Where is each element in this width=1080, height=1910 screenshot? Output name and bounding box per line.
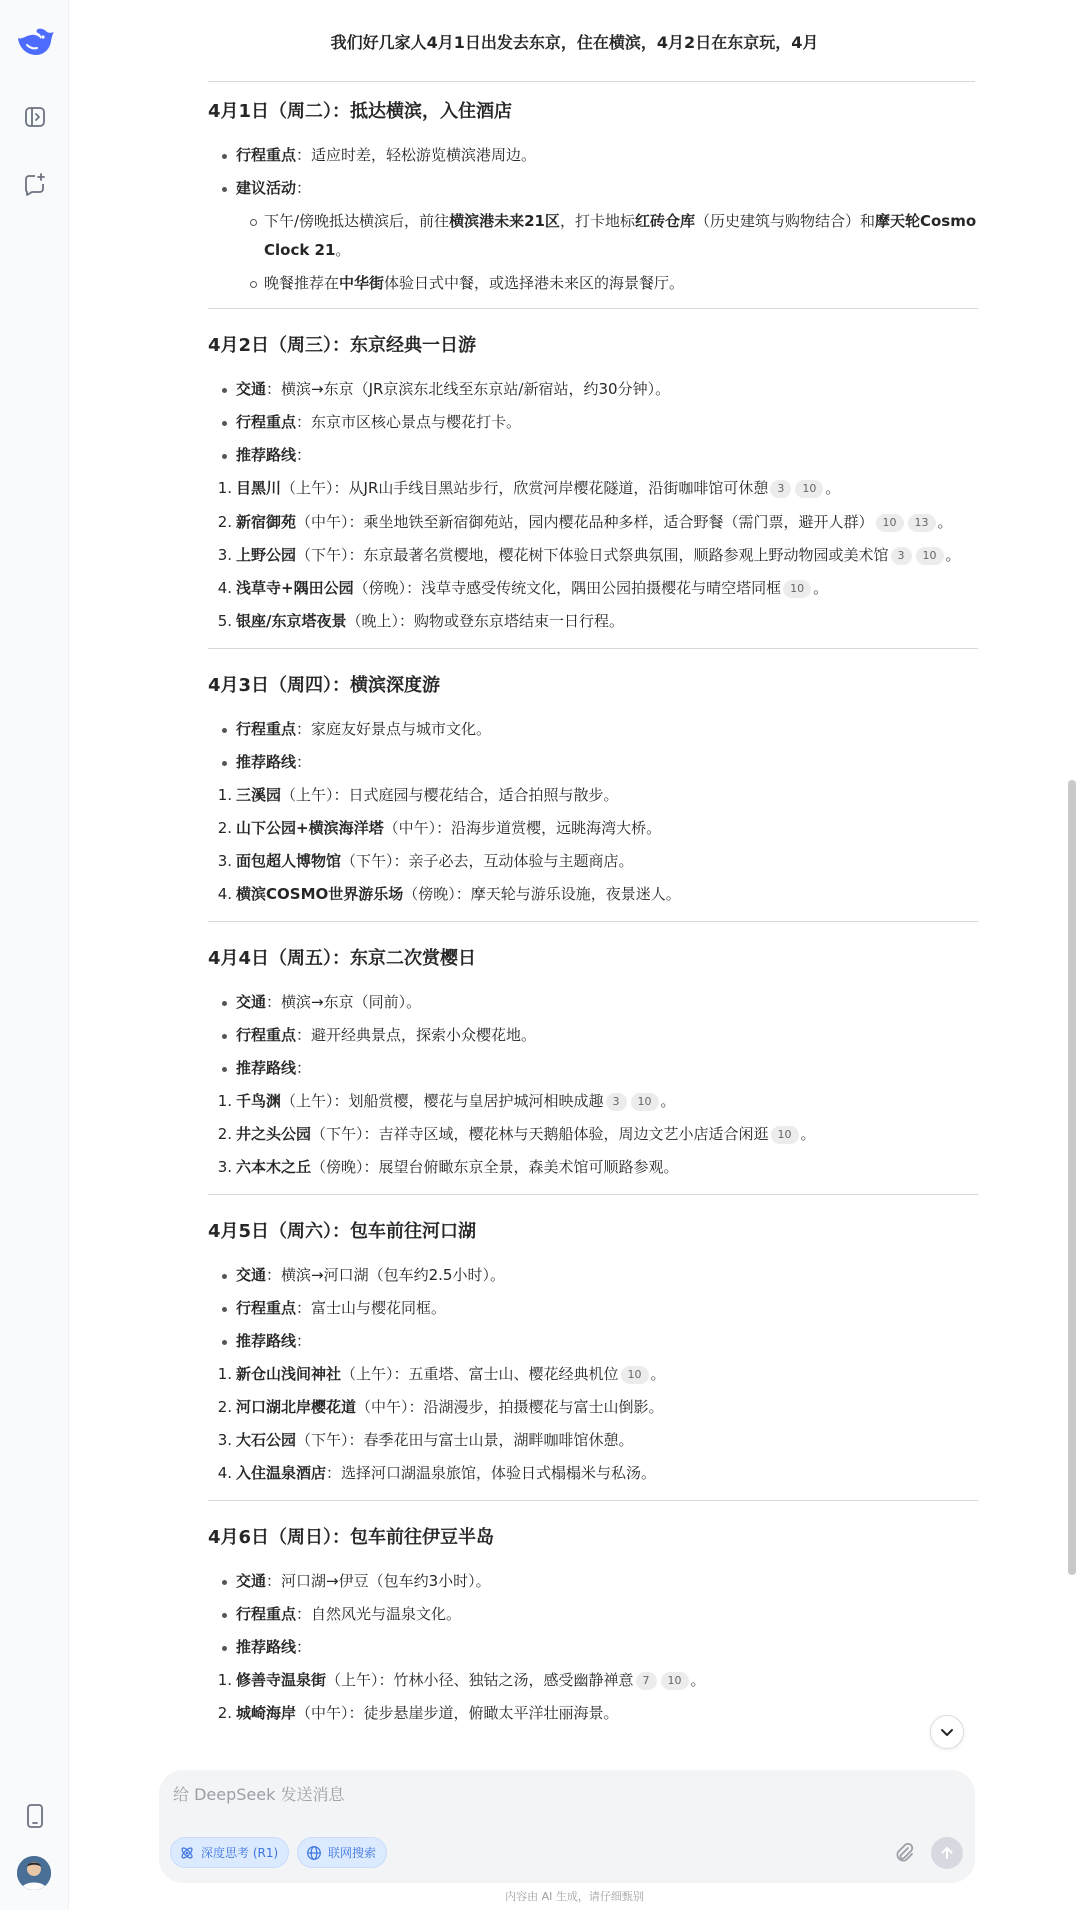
bullet-list — [208, 986, 978, 1085]
route-item — [208, 878, 978, 911]
item-number: 3. — [217, 1431, 232, 1449]
citation-badge[interactable]: 7 — [636, 1672, 657, 1690]
item-label: 交通 — [236, 993, 267, 1011]
item-number: 1. — [217, 1365, 232, 1383]
list-item — [208, 986, 978, 1019]
citation-badge[interactable]: 13 — [908, 514, 936, 532]
divider — [208, 81, 975, 82]
citation-badge[interactable]: 3 — [770, 480, 791, 498]
place-name: 银座/东京塔夜景 — [236, 612, 347, 630]
atom-icon — [179, 1845, 195, 1861]
item-number: 2. — [217, 819, 232, 837]
list-item — [208, 139, 978, 172]
item-label: 建议活动 — [236, 179, 297, 197]
message-composer — [159, 1770, 975, 1883]
item-text: ： — [296, 446, 312, 464]
day-heading: 4月1日（周二）：抵达横滨，入住酒店 — [208, 101, 513, 122]
route-list — [208, 779, 978, 911]
place-name: 目黑川 — [236, 479, 282, 497]
divider — [208, 308, 978, 309]
item-text: ：选择河口湖温泉旅馆，体验日式榻榻米与私汤。 — [326, 1464, 657, 1482]
place-name: 千鸟渊 — [236, 1092, 282, 1110]
list-item — [208, 713, 978, 746]
item-text: （中午）：沿湖漫步，拍摄樱花与富士山倒影。 — [356, 1398, 664, 1416]
text: 。 — [945, 546, 961, 564]
day-heading: 4月4日（周五）：东京二次赏樱日 — [208, 948, 477, 969]
deepseek-logo-icon[interactable] — [15, 24, 55, 58]
item-number: 5. — [217, 612, 232, 630]
citation-badge[interactable]: 10 — [771, 1126, 799, 1144]
list-item — [208, 439, 978, 472]
web-search-toggle[interactable] — [297, 1837, 387, 1868]
place-name: 三溪园 — [236, 786, 282, 804]
item-text: ： — [296, 1638, 312, 1656]
item-label: 行程重点 — [236, 1605, 297, 1623]
list-item — [208, 1565, 978, 1598]
item-number: 2. — [217, 513, 232, 531]
route-item — [208, 539, 978, 572]
item-number: 4. — [217, 579, 232, 597]
citation-badge[interactable]: 10 — [631, 1093, 659, 1111]
item-number: 4. — [217, 885, 232, 903]
place-name: 中华街 — [339, 274, 385, 292]
route-item — [208, 1358, 978, 1391]
divider — [208, 921, 978, 922]
globe-icon — [306, 1845, 322, 1861]
place-name: 河口湖北岸樱花道 — [236, 1398, 357, 1416]
item-text: ：横滨→东京（同前）。 — [266, 993, 422, 1011]
item-label: 推荐路线 — [236, 753, 297, 771]
route-item — [208, 812, 978, 845]
list-item — [208, 1019, 978, 1052]
item-number: 2. — [217, 1704, 232, 1722]
item-text: ： — [296, 1059, 312, 1077]
list-item — [208, 1259, 978, 1292]
item-text: （下午）：东京最著名赏樱地，樱花树下体验日式祭典氛围，顺路参观上野动物园或美术馆 — [296, 546, 889, 564]
list-item — [208, 1598, 978, 1631]
item-label: 行程重点 — [236, 1026, 297, 1044]
route-item — [208, 505, 978, 539]
list-item — [208, 373, 978, 406]
chevron-down-icon — [939, 1724, 955, 1740]
route-item — [208, 1118, 978, 1151]
item-label: 交通 — [236, 1572, 267, 1590]
ai-disclaimer: 内容由 AI 生成，请仔细甄别 — [505, 1890, 644, 1903]
route-list — [208, 1664, 978, 1730]
list-item — [208, 746, 978, 779]
citation-badge[interactable]: 10 — [916, 547, 944, 565]
text: （历史建筑与购物结合）和 — [694, 212, 875, 230]
assistant-message — [208, 95, 978, 1775]
item-text: （中午）：沿海步道赏樱，远眺海湾大桥。 — [383, 819, 662, 837]
list-item — [208, 1325, 978, 1358]
place-name: 山下公园+横滨海洋塔 — [236, 819, 384, 837]
place-name: 六本木之丘 — [236, 1158, 312, 1176]
item-text: （上午）：划船赏樱，樱花与皇居护城河相映成趣 — [281, 1092, 604, 1110]
item-text: （下午）：吉祥寺区域，樱花林与天鹅船体验，周边文艺小店适合闲逛 — [311, 1125, 769, 1143]
place-name: 浅草寺+隅田公园 — [236, 579, 354, 597]
list-item — [208, 172, 978, 298]
item-text: ：河口湖→伊豆（包车约3小时）。 — [266, 1572, 491, 1590]
text: 。 — [335, 241, 351, 259]
day-section — [208, 942, 978, 1195]
item-number: 1. — [217, 1092, 232, 1110]
route-item — [208, 605, 978, 638]
item-text: ：避开经典景点，探索小众樱花地。 — [296, 1026, 537, 1044]
item-text: （下午）：春季花田与富士山景，湖畔咖啡馆休憩。 — [296, 1431, 634, 1449]
bullet-list — [208, 373, 978, 472]
bullet-list — [208, 139, 978, 298]
content-fade — [69, 1740, 1080, 1770]
scrollbar[interactable] — [1068, 780, 1076, 1575]
item-text: ： — [296, 753, 312, 771]
item-number: 4. — [217, 1464, 232, 1482]
message-input[interactable] — [173, 1780, 773, 1808]
route-item — [208, 1085, 978, 1118]
item-text: ：家庭友好景点与城市文化。 — [296, 720, 492, 738]
scroll-to-bottom-button[interactable] — [930, 1715, 964, 1749]
place-name: 井之头公园 — [236, 1125, 312, 1143]
text: 。 — [825, 479, 841, 497]
citation-badge[interactable]: 3 — [891, 547, 912, 565]
paperclip-icon — [893, 1841, 915, 1865]
web-search-label: 联网搜索 — [328, 1846, 377, 1860]
text: 体验日式中餐，或选择港未来区的海景餐厅。 — [384, 274, 685, 292]
attach-button[interactable] — [891, 1840, 917, 1866]
item-text: ：适应时差，轻松游览横滨港周边。 — [296, 146, 537, 164]
place-name: 入住温泉酒店 — [236, 1464, 327, 1482]
item-label: 行程重点 — [236, 146, 297, 164]
item-number: 2. — [217, 1398, 232, 1416]
place-name: 修善寺温泉街 — [236, 1671, 327, 1689]
text: 。 — [650, 1365, 666, 1383]
divider — [208, 648, 978, 649]
item-number: 3. — [217, 852, 232, 870]
citation-badge[interactable]: 10 — [795, 480, 823, 498]
place-name: 摩天轮Cosmo Clock 21 — [264, 212, 977, 259]
citation-badge[interactable]: 10 — [621, 1366, 649, 1384]
item-text: （中午）：乘坐地铁至新宿御苑站，园内樱花品种多样，适合野餐（需门票，避开人群） — [296, 513, 874, 531]
route-item — [208, 572, 978, 605]
bullet-list — [208, 1565, 978, 1664]
send-button[interactable] — [931, 1837, 963, 1869]
place-name: 大石公园 — [236, 1431, 297, 1449]
item-text: ： — [296, 1332, 312, 1350]
item-number: 3. — [217, 546, 232, 564]
route-item — [208, 1151, 978, 1184]
day-heading: 4月2日（周三）：东京经典一日游 — [208, 335, 477, 356]
place-name: 上野公园 — [236, 546, 297, 564]
day-section — [208, 329, 978, 649]
list-item — [236, 207, 978, 265]
text: 。 — [690, 1671, 706, 1689]
place-name: 横滨港未来21区 — [449, 212, 560, 230]
item-text: （上午）：日式庭园与樱花结合，适合拍照与散步。 — [281, 786, 619, 804]
bullet-list — [208, 713, 978, 779]
item-text: ： — [296, 179, 312, 197]
place-name: 红砖仓库 — [634, 212, 695, 230]
open-sidebar-icon[interactable] — [19, 101, 51, 133]
day-section — [208, 95, 978, 309]
item-label: 推荐路线 — [236, 1638, 297, 1656]
route-item — [208, 1664, 978, 1697]
day-heading: 4月6日（周日）：包车前往伊豆半岛 — [208, 1527, 495, 1548]
citation-badge[interactable]: 10 — [783, 580, 811, 598]
item-label: 交通 — [236, 1266, 267, 1284]
list-item — [236, 269, 978, 298]
bullet-list — [208, 1259, 978, 1358]
day-section — [208, 669, 978, 922]
item-label: 行程重点 — [236, 413, 297, 431]
route-item — [208, 1424, 978, 1457]
item-label: 推荐路线 — [236, 1332, 297, 1350]
item-text: ：东京市区核心景点与樱花打卡。 — [296, 413, 522, 431]
item-text: （晚上）：购物或登东京塔结束一日行程。 — [346, 612, 624, 630]
day-heading: 4月5日（周六）：包车前往河口湖 — [208, 1221, 477, 1242]
list-item — [208, 1631, 978, 1664]
route-item — [208, 779, 978, 812]
text: ，打卡地标 — [559, 212, 635, 230]
item-text: （上午）：从JR山手线目黑站步行，欣赏河岸樱花隧道，沿街咖啡馆可休憩 — [281, 479, 769, 497]
list-item — [208, 1052, 978, 1085]
route-list — [208, 1358, 978, 1490]
deep-think-label: 深度思考 (R1) — [201, 1846, 279, 1860]
item-text: （中午）：徒步悬崖步道，俯瞰太平洋壮丽海景。 — [296, 1704, 619, 1722]
citation-badge[interactable]: 10 — [661, 1672, 689, 1690]
avatar[interactable] — [17, 1856, 51, 1890]
place-name: 面包超人博物馆 — [236, 852, 342, 870]
list-item — [208, 406, 978, 439]
text: 晚餐推荐在 — [264, 274, 340, 292]
day-section — [208, 1215, 978, 1501]
item-text: （上午）：竹林小径、独钴之汤，感受幽静禅意 — [326, 1671, 634, 1689]
route-list — [208, 1085, 978, 1184]
chat-title[interactable]: 我们好几家人4月1日出发去东京，住在横滨，4月2日在东京玩，4月 — [330, 33, 819, 52]
item-number: 2. — [217, 1125, 232, 1143]
citation-badge[interactable]: 3 — [606, 1093, 627, 1111]
place-name: 横滨COSMO世界游乐场 — [236, 885, 404, 903]
item-label: 行程重点 — [236, 720, 297, 738]
text: 。 — [937, 513, 953, 531]
item-text: （傍晚）：摩天轮与游乐设施，夜景迷人。 — [403, 885, 681, 903]
citation-badge[interactable]: 10 — [876, 514, 904, 532]
text: 。 — [660, 1092, 676, 1110]
sidebar-rail — [0, 0, 69, 1910]
sub-list — [236, 207, 978, 298]
route-item — [208, 1391, 978, 1424]
day-section — [208, 1521, 978, 1730]
deep-think-toggle[interactable] — [170, 1837, 289, 1868]
route-item — [208, 1457, 978, 1490]
item-text: ：富士山与樱花同框。 — [296, 1299, 447, 1317]
place-name: 新宿御苑 — [236, 513, 297, 531]
route-item — [208, 1697, 978, 1730]
arrow-up-icon — [939, 1845, 955, 1861]
text: 。 — [813, 579, 829, 597]
route-item — [208, 472, 978, 505]
item-label: 推荐路线 — [236, 446, 297, 464]
place-name: 城崎海岸 — [236, 1704, 297, 1722]
item-number: 1. — [217, 1671, 232, 1689]
item-number: 1. — [217, 786, 232, 804]
item-text: （傍晚）：展望台俯瞰东京全景，森美术馆可顺路参观。 — [311, 1158, 679, 1176]
item-text: ：自然风光与温泉文化。 — [296, 1605, 462, 1623]
item-label: 推荐路线 — [236, 1059, 297, 1077]
item-number: 1. — [217, 479, 232, 497]
new-chat-icon[interactable] — [19, 168, 51, 200]
item-label: 交通 — [236, 380, 267, 398]
item-number: 3. — [217, 1158, 232, 1176]
text: 。 — [800, 1125, 816, 1143]
item-text: ：横滨→东京（JR京滨东北线至东京站/新宿站，约30分钟）。 — [266, 380, 671, 398]
item-text: （傍晚）：浅草寺感受传统文化，隅田公园拍摄樱花与晴空塔同框 — [353, 579, 782, 597]
list-item — [208, 1292, 978, 1325]
item-label: 行程重点 — [236, 1299, 297, 1317]
place-name: 新仓山浅间神社 — [236, 1365, 342, 1383]
item-text: （上午）：五重塔、富士山、樱花经典机位 — [341, 1365, 619, 1383]
item-text: ：横滨→河口湖（包车约2.5小时）。 — [266, 1266, 505, 1284]
day-heading: 4月3日（周四）：横滨深度游 — [208, 675, 441, 696]
mobile-app-icon[interactable] — [19, 1800, 51, 1832]
route-item — [208, 845, 978, 878]
divider — [208, 1500, 978, 1501]
route-list — [208, 472, 978, 638]
divider — [208, 1194, 978, 1195]
item-text: （下午）：亲子必去，互动体验与主题商店。 — [341, 852, 634, 870]
text: 下午/傍晚抵达横滨后，前往 — [264, 212, 450, 230]
chat-header — [69, 0, 1080, 80]
